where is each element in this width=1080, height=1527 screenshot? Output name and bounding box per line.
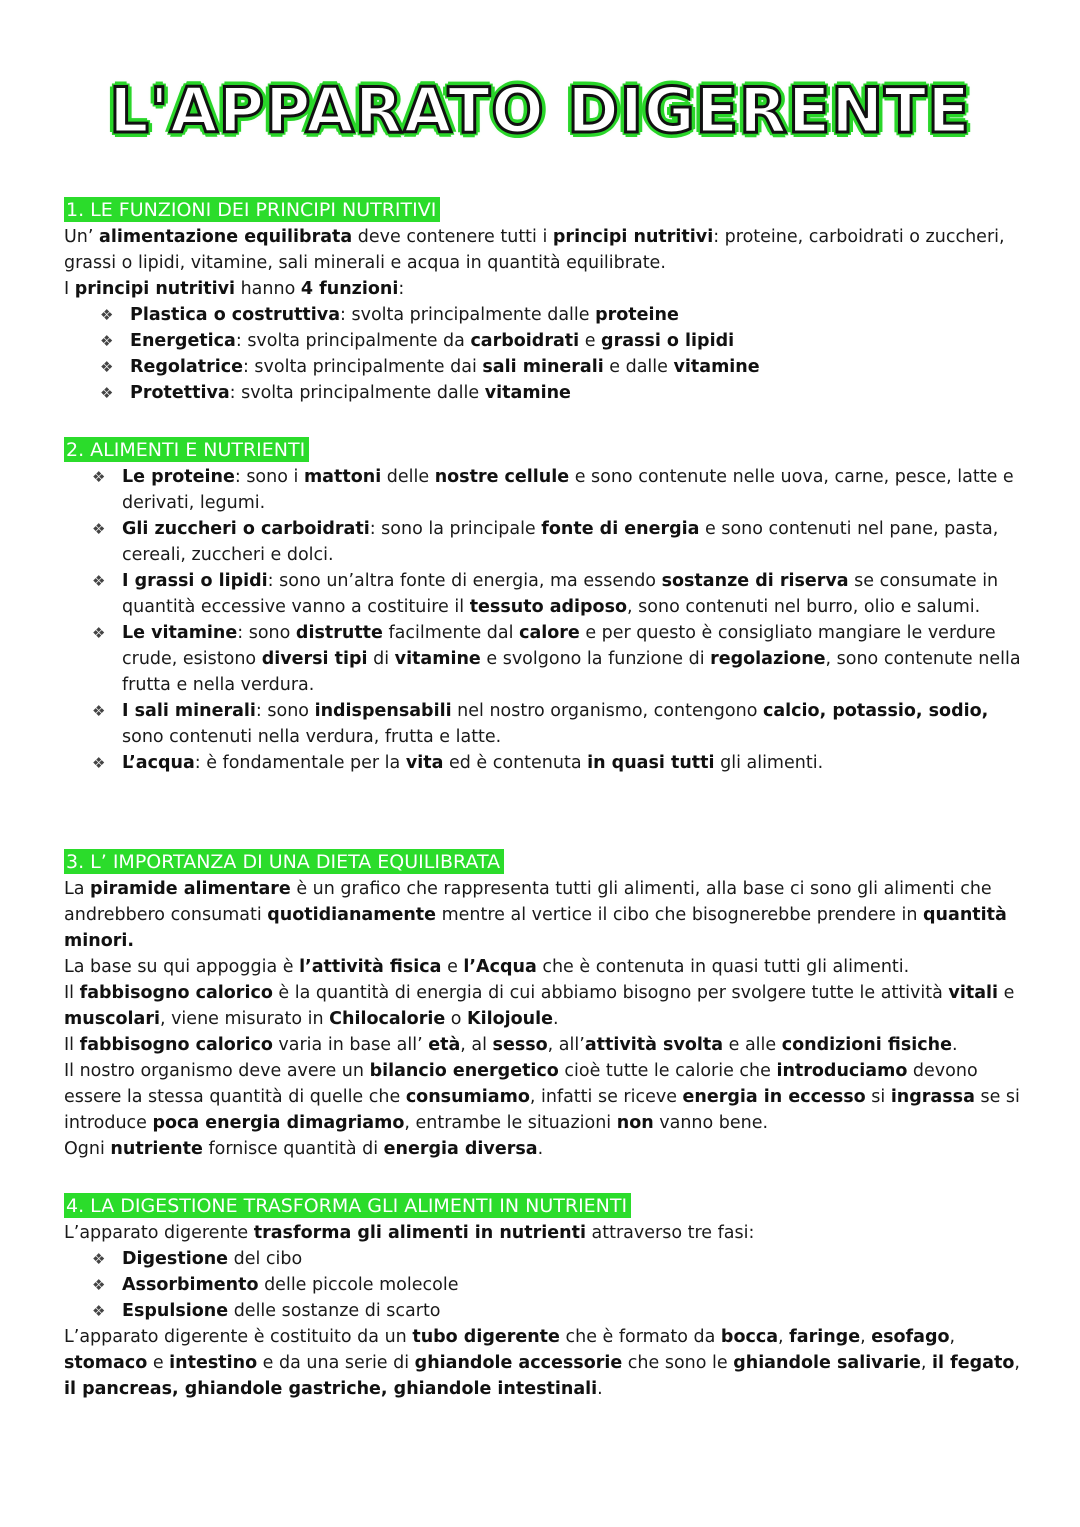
text: e dalle <box>603 357 674 377</box>
bullet-icon: ❖ <box>92 624 106 642</box>
page-title: L'APPARATO DIGERENTE <box>109 74 971 147</box>
bold-text: muscolari <box>64 1009 160 1029</box>
paragraph <box>64 1032 1024 1058</box>
bold-text: bocca <box>720 1327 779 1347</box>
bold-text: bilancio energetico <box>369 1061 559 1081</box>
list-item <box>64 1298 1024 1324</box>
bold-text: sostanze di riserva <box>661 571 849 591</box>
section-digestion <box>64 1193 1024 1402</box>
bold-text: tubo digerente <box>412 1327 560 1347</box>
text: , <box>920 1353 933 1373</box>
text: che è contenuta in quasi tutti gli alimenti. <box>536 957 910 977</box>
bold-text: I grassi o lipidi <box>122 571 268 591</box>
bold-text: tessuto adiposo <box>469 597 628 617</box>
bold-text: fabbisogno calorico <box>79 983 273 1003</box>
paragraph <box>64 1324 1024 1402</box>
text: e sono contenuti nel pane, pasta, cereali, zuccheri e dolci. <box>122 519 999 565</box>
text: hanno <box>235 279 301 299</box>
text: e svolgono la funzione di <box>480 649 711 669</box>
bold-text: consumiamo <box>405 1087 530 1107</box>
text: La base su qui appoggia è <box>64 957 300 977</box>
bold-text: quotidianamente <box>267 905 437 925</box>
text: , sono contenuti nel burro, olio e salumi. <box>627 597 981 617</box>
bold-text: Gli zuccheri o carboidrati <box>122 519 370 539</box>
paragraph <box>64 224 1024 276</box>
bold-text: faringe <box>789 1327 861 1347</box>
bold-text: introduciamo <box>776 1061 908 1081</box>
text: : sono un’altra fonte di energia, ma essendo <box>267 571 662 591</box>
text: e sono contenute nelle uova, carne, pesce, latte e derivati, legumi. <box>122 467 1014 513</box>
text: Il <box>64 1035 80 1055</box>
text: : è fondamentale per la <box>194 753 406 773</box>
bold-text: l’Acqua <box>463 957 537 977</box>
bold-text: vitamine <box>484 383 571 403</box>
bullet-icon: ❖ <box>92 1302 106 1320</box>
section-foods <box>64 437 1024 776</box>
title-wrap <box>0 74 1080 147</box>
text: attraverso tre fasi: <box>585 1223 755 1243</box>
bold-text: stomaco <box>64 1353 148 1373</box>
bullet-icon: ❖ <box>100 358 114 376</box>
paragraph <box>64 276 1024 302</box>
text: : sono la principale <box>369 519 542 539</box>
text: delle sostanze di scarto <box>228 1301 441 1321</box>
bold-text: Le proteine <box>122 467 235 487</box>
bold-text: sesso <box>492 1035 548 1055</box>
bullet-icon: ❖ <box>92 754 106 772</box>
bold-text: Le vitamine <box>122 623 238 643</box>
bullet-icon: ❖ <box>100 306 114 324</box>
bold-text: energia in eccesso <box>682 1087 866 1107</box>
bullet-icon: ❖ <box>92 468 106 486</box>
text: mentre al vertice il cibo che bisognerebbe prendere in <box>436 905 924 925</box>
bold-text: esofago <box>871 1327 950 1347</box>
bold-text: fabbisogno calorico <box>79 1035 273 1055</box>
text: e <box>441 957 464 977</box>
bold-text: età <box>428 1035 461 1055</box>
diet-paragraphs <box>64 876 1024 1162</box>
bold-text: intestino <box>169 1353 258 1373</box>
text: : proteine, carboidrati o zuccheri, grassi o lipidi, vitamine, sali minerali e acqua in quantità equilibrate. <box>64 227 1005 273</box>
bold-text: vitali <box>948 983 998 1003</box>
bold-text: calcio, potassio, sodio, <box>763 701 989 721</box>
bold-text: sali minerali <box>482 357 604 377</box>
bold-text: Assorbimento <box>122 1275 259 1295</box>
text: che è formato da <box>559 1327 721 1347</box>
text: , <box>1014 1353 1020 1373</box>
text: e <box>998 983 1015 1003</box>
list-item <box>64 464 1024 516</box>
text: e da una serie di <box>257 1353 415 1373</box>
bold-text: Energetica <box>130 331 236 351</box>
bold-text: alimentazione equilibrata <box>99 227 353 247</box>
text: sono contenuti nella verdura, frutta e latte. <box>122 727 502 747</box>
text: L’apparato digerente è costituito da un <box>64 1327 413 1347</box>
text: devono essere la stessa quantità di quelle che <box>64 1061 978 1107</box>
text: o <box>445 1009 468 1029</box>
text: : svolta principalmente dalle <box>229 383 485 403</box>
bold-text: 4 funzioni <box>300 279 399 299</box>
text: e alle <box>723 1035 782 1055</box>
paragraph <box>64 954 1024 980</box>
list-item <box>64 380 1024 406</box>
bold-text: piramide alimentare <box>90 879 291 899</box>
list-item <box>64 516 1024 568</box>
bold-text: in quasi tutti <box>587 753 715 773</box>
text: del cibo <box>228 1249 303 1269</box>
text: Ogni <box>64 1139 111 1159</box>
bullet-icon: ❖ <box>92 520 106 538</box>
bold-text: poca energia dimagriamo <box>152 1113 405 1133</box>
bold-text: L’acqua <box>122 753 195 773</box>
bold-text: calore <box>519 623 580 643</box>
text: La <box>64 879 91 899</box>
text: se consumate in quantità eccessive vanno a costituire il <box>122 571 999 617</box>
bold-text: il pancreas, ghiandole gastriche, ghiandole intestinali <box>64 1379 598 1399</box>
text: . <box>552 1009 559 1029</box>
bold-text: Kilojoule <box>467 1009 553 1029</box>
text: : sono i <box>234 467 304 487</box>
bold-text: grassi o lipidi <box>601 331 735 351</box>
bold-text: mattoni <box>303 467 382 487</box>
text: , sono contenute nella frutta e nella verdura. <box>122 649 1021 695</box>
text: cioè tutte le calorie che <box>558 1061 777 1081</box>
bold-text: l’attività fisica <box>299 957 442 977</box>
text: : svolta principalmente dalle <box>340 305 596 325</box>
bold-text: Chilocalorie <box>329 1009 446 1029</box>
list-item <box>64 1246 1024 1272</box>
bold-text: vitamine <box>673 357 760 377</box>
text: se si introduce <box>64 1087 1020 1133</box>
text: I <box>64 279 75 299</box>
text: , <box>778 1327 790 1347</box>
paragraph <box>64 1136 1024 1162</box>
text: : svolta principalmente dai <box>242 357 483 377</box>
text: Il <box>64 983 80 1003</box>
bold-text: quantità minori. <box>64 905 1007 951</box>
text: deve contenere tutti i <box>352 227 553 247</box>
bullet-icon: ❖ <box>92 1276 106 1294</box>
section-heading: 2. ALIMENTI E NUTRIENTI <box>64 437 309 462</box>
bold-text: non <box>616 1113 654 1133</box>
text: : <box>398 279 405 299</box>
bold-text: trasforma gli alimenti in nutrienti <box>253 1223 586 1243</box>
text: L’apparato digerente <box>64 1223 254 1243</box>
text: che sono le <box>622 1353 734 1373</box>
text: gli alimenti. <box>714 753 824 773</box>
bold-text: nostre cellule <box>434 467 570 487</box>
bullet-icon: ❖ <box>92 702 106 720</box>
text: , entrambe le situazioni <box>404 1113 617 1133</box>
text: , al <box>460 1035 493 1055</box>
text: , infatti se riceve <box>529 1087 683 1107</box>
bold-text: Protettiva <box>130 383 230 403</box>
text: : sono <box>237 623 296 643</box>
list-item <box>64 302 1024 328</box>
bold-text: ingrassa <box>890 1087 975 1107</box>
bold-text: Regolatrice <box>130 357 243 377</box>
bold-text: Espulsione <box>122 1301 229 1321</box>
text: facilmente dal <box>382 623 520 643</box>
paragraph <box>64 1058 1024 1136</box>
text: , <box>949 1327 956 1347</box>
bold-text: ghiandole accessorie <box>414 1353 623 1373</box>
section-heading: 3. L’ IMPORTANZA DI UNA DIETA EQUILIBRATA <box>64 849 504 874</box>
bold-text: fonte di energia <box>541 519 700 539</box>
phases-list <box>64 1246 1024 1324</box>
paragraph <box>64 1220 1024 1246</box>
bold-text: vita <box>405 753 444 773</box>
bullet-icon: ❖ <box>92 572 106 590</box>
functions-list <box>64 302 1024 406</box>
text: si <box>865 1087 891 1107</box>
bold-text: proteine <box>595 305 679 325</box>
list-item <box>64 620 1024 698</box>
text: : svolta principalmente da <box>235 331 471 351</box>
text: è la quantità di energia di cui abbiamo bisogno per svolgere tutte le attività <box>272 983 949 1003</box>
bullet-icon: ❖ <box>92 1250 106 1268</box>
text: . <box>537 1139 544 1159</box>
text: delle piccole molecole <box>258 1275 459 1295</box>
paragraph <box>64 876 1024 954</box>
text: e <box>579 331 602 351</box>
list-item <box>64 354 1024 380</box>
bold-text: vitamine <box>394 649 481 669</box>
bold-text: Plastica o costruttiva <box>130 305 341 325</box>
nutrients-list <box>64 464 1024 776</box>
list-item <box>64 698 1024 750</box>
list-item <box>64 328 1024 354</box>
text: , all’ <box>547 1035 585 1055</box>
text: varia in base all’ <box>272 1035 429 1055</box>
bold-text: nutriente <box>110 1139 203 1159</box>
bold-text: indispensabili <box>314 701 452 721</box>
section-heading: 1. LE FUNZIONI DEI PRINCIPI NUTRITIVI <box>64 197 440 222</box>
text: Un’ <box>64 227 100 247</box>
bold-text: condizioni fisiche <box>781 1035 952 1055</box>
text: di <box>367 649 395 669</box>
text: è un grafico che rappresenta tutti gli alimenti, alla base ci sono gli alimenti che andrebbero consumati <box>64 879 992 925</box>
bullet-icon: ❖ <box>100 384 114 402</box>
text: e per questo è consigliato mangiare le verdure crude, esistono <box>122 623 996 669</box>
section-heading: 4. LA DIGESTIONE TRASFORMA GLI ALIMENTI IN NUTRIENTI <box>64 1193 631 1218</box>
text: , viene misurato in <box>159 1009 330 1029</box>
text: : sono <box>255 701 315 721</box>
list-item <box>64 568 1024 620</box>
bold-text: diversi tipi <box>261 649 368 669</box>
bold-text: I sali minerali <box>122 701 256 721</box>
list-item <box>64 750 1024 776</box>
section-diet <box>64 849 1024 1162</box>
text: vanno bene. <box>653 1113 769 1133</box>
section-functions <box>64 197 1024 406</box>
bold-text: attività svolta <box>584 1035 724 1055</box>
text: nel nostro organismo, contengono <box>451 701 763 721</box>
text: delle <box>381 467 435 487</box>
bold-text: Digestione <box>122 1249 229 1269</box>
list-item <box>64 1272 1024 1298</box>
paragraph <box>64 980 1024 1032</box>
bold-text: distrutte <box>295 623 383 643</box>
bold-text: principi nutritivi <box>74 279 236 299</box>
bold-text: regolazione <box>710 649 826 669</box>
text: e <box>147 1353 170 1373</box>
text: , <box>860 1327 872 1347</box>
bold-text: principi nutritivi <box>552 227 714 247</box>
bold-text: il fegato <box>932 1353 1015 1373</box>
text: ed è contenuta <box>443 753 588 773</box>
bold-text: energia diversa <box>383 1139 538 1159</box>
text: fornisce quantità di <box>202 1139 384 1159</box>
text: . <box>597 1379 603 1399</box>
bullet-icon: ❖ <box>100 332 114 350</box>
bold-text: ghiandole salivarie <box>733 1353 921 1373</box>
text: Il nostro organismo deve avere un <box>64 1061 370 1081</box>
bold-text: carboidrati <box>470 331 580 351</box>
text: . <box>951 1035 958 1055</box>
